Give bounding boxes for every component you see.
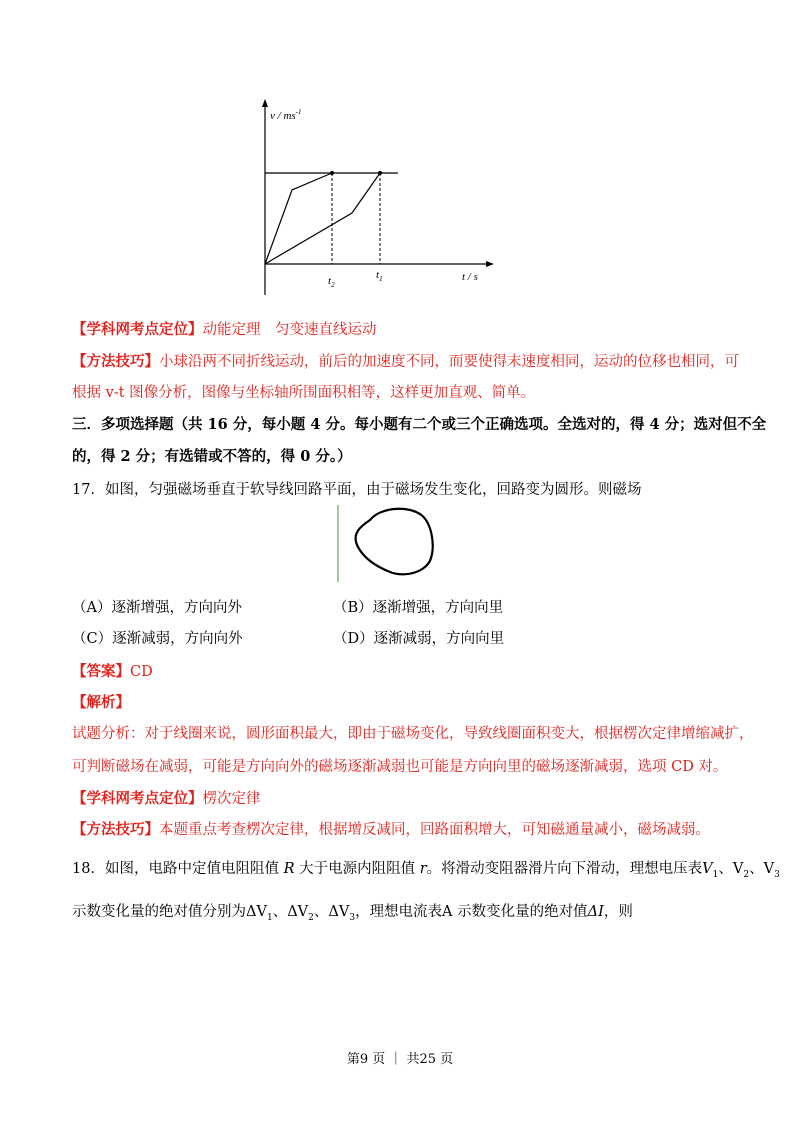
q17-answer-value: CD [130, 664, 153, 680]
q17-analysis-line2: 可判断磁场在减弱，可能是方向向外的磁场逐渐减弱也可能是方向向里的磁场逐渐减弱，选项 CD 对。 [72, 759, 728, 775]
point-t1 [378, 171, 382, 175]
loop-svg [335, 500, 445, 585]
q17-answer-label: 【答案】 [72, 663, 130, 680]
q18-line1: 18．如图，电路中定值电阻阻值 R 大于电源内阻阻值 r。将滑动变阻器滑片向下滑动，理想电压表$V_1$、$V_2$、$V_3$ [72, 861, 780, 880]
x-axis-label: t / s [462, 271, 478, 283]
point-t2 [330, 171, 334, 175]
q17-option-d: （D）逐渐减弱，方向向里 [333, 631, 505, 647]
q17-point [72, 787, 261, 808]
q16-method-line2: 根据 v-t 图像分析，图像与坐标轴所围面积相等，这样更加直观、简单。 [72, 385, 536, 401]
tick-t2: $t_2$ [328, 275, 335, 289]
q17-answer [72, 660, 153, 681]
q17-option-c: （C）逐渐减弱，方向向外 [72, 631, 243, 647]
q16-method-line1: 【方法技巧】小球沿两不同折线运动，前后的加速度不同，而要使得末速度相同，运动的位移也相同，可 [72, 353, 739, 370]
vt-graph [240, 95, 500, 309]
q18-line2: 示数变化量的绝对值分别为$\Delta V_1$、$\Delta V_2$、$\Delta V_3$，理想电流表A 示数变化量的绝对值ΔI，则 [72, 904, 633, 923]
tick-t1: $t_1$ [376, 269, 383, 283]
q17-method-label: 【方法技巧】 [72, 821, 159, 838]
q17-point-label: 【学科网考点定位】 [72, 790, 203, 807]
q16-point [72, 318, 377, 339]
q17-method-text: 本题重点考查楞次定律，根据增反减同，回路面积增大，可知磁通量减小，磁场减弱。 [159, 822, 710, 838]
y-axis-arrow [262, 99, 268, 107]
path-1 [265, 173, 332, 264]
wire-loop [356, 509, 433, 575]
q16-point-label: 【学科网考点定位】 [72, 321, 203, 338]
q17-analysis-label: 【解析】 [72, 694, 130, 711]
y-axis-label: v / $ms^{-1}$ [270, 108, 302, 122]
section3-line2: 的，得 2 分；有选错或不答的，得 0 分。） [72, 448, 352, 465]
q17-option-b: （B）逐渐增强，方向向里 [333, 600, 504, 616]
x-axis-arrow [486, 261, 494, 267]
vt-graph-svg [240, 95, 500, 305]
q17-method [72, 818, 710, 839]
q16-point-text: 动能定理 匀变速直线运动 [202, 322, 377, 338]
section3-line1: 三．多项选择题（共 16 分，每小题 4 分。每小题有二个或三个正确选项。全选对的，得 4 分；选对但不全 [72, 416, 767, 433]
q17-analysis-line1: 试题分析：对于线圈来说，圆形面积最大，即由于磁场变化，导致线圈面积变大，根据楞次定律增缩减扩， [72, 726, 754, 742]
q17-stem: 17．如图，匀强磁场垂直于软导线回路平面，由于磁场发生变化，回路变为圆形。则磁场 [72, 482, 642, 498]
path-2 [265, 173, 380, 264]
q17-option-a: （A）逐渐增强，方向向外 [72, 600, 242, 616]
q17-loop-figure [335, 500, 445, 589]
page-footer: 第9 页 ｜ 共25 页 [346, 1052, 454, 1067]
q17-point-text: 楞次定律 [202, 791, 261, 807]
q16-method-label: 【方法技巧】 [72, 353, 159, 370]
